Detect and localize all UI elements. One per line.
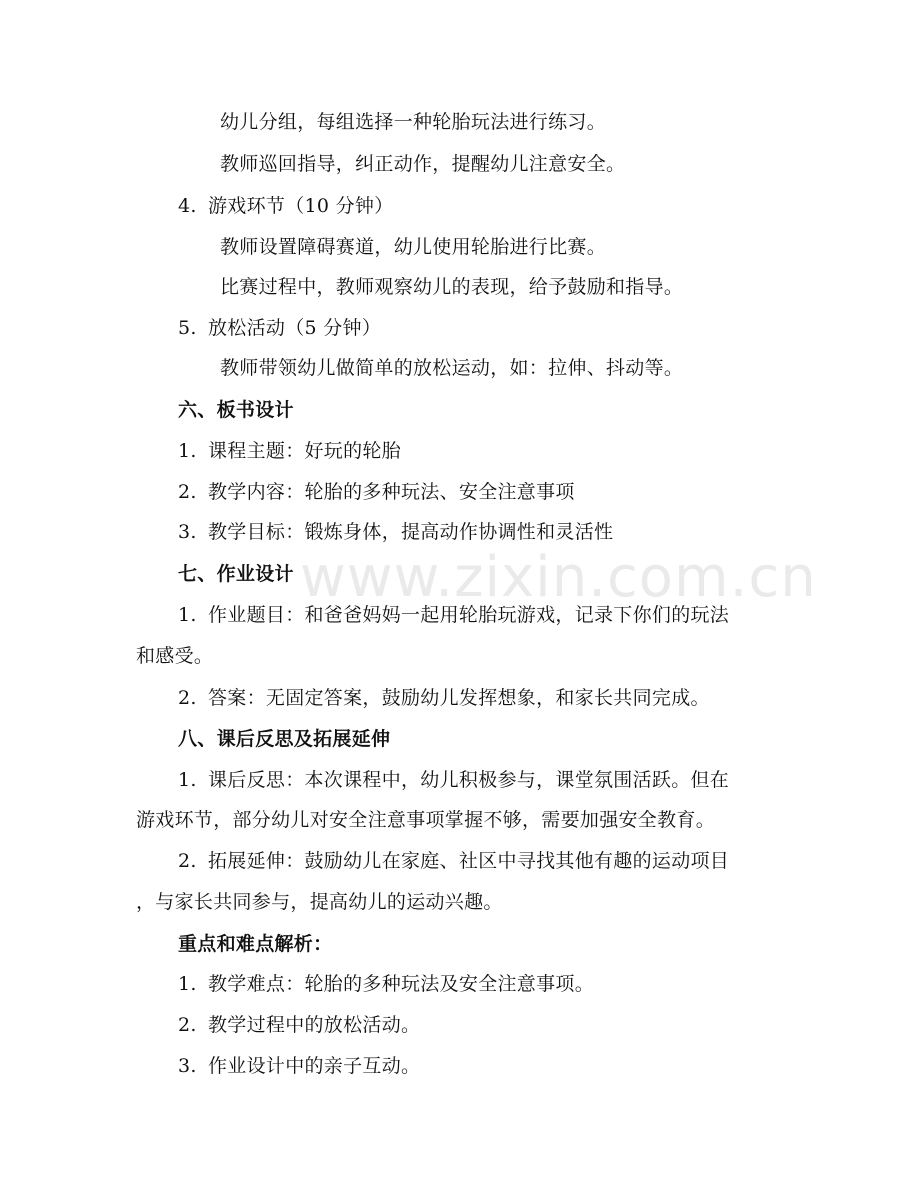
step-4-line-1: 教师设置障碍赛道，幼儿使用轮胎进行比赛。 bbox=[220, 236, 607, 258]
keypoint-item-1-number: 1. bbox=[178, 973, 197, 995]
section-heading-board: 六、板书设计 bbox=[178, 399, 294, 421]
keypoint-item-2-number: 2. bbox=[178, 1014, 197, 1036]
reflection-item-1-line-2: 游戏环节，部分幼儿对安全注意事项掌握不够，需要加强安全教育。 bbox=[136, 809, 716, 831]
reflection-item-1-number: 1. bbox=[178, 769, 197, 791]
step-5-line-1: 教师带领幼儿做简单的放松运动，如：拉伸、抖动等。 bbox=[220, 357, 684, 379]
reflection-item-1-line-1 bbox=[178, 768, 729, 792]
section-heading-reflection: 八、课后反思及拓展延伸 bbox=[178, 728, 391, 750]
reflection-item-2-text: 拓展延伸：鼓励幼儿在家庭、社区中寻找其他有趣的运动项目 bbox=[208, 850, 730, 872]
board-item-3 bbox=[178, 520, 613, 544]
step-5-number: 5. bbox=[178, 317, 197, 339]
keypoint-item-2-text: 教学过程中的放松活动。 bbox=[208, 1014, 421, 1036]
board-item-1-text: 课程主题：好玩的轮胎 bbox=[208, 440, 402, 462]
step-4-title bbox=[178, 194, 394, 218]
board-item-2-number: 2. bbox=[178, 481, 197, 503]
keypoint-item-3-text: 作业设计中的亲子互动。 bbox=[208, 1055, 421, 1077]
section-heading-keypoints: 重点和难点解析： bbox=[178, 933, 333, 955]
board-item-3-text: 教学目标：锻炼身体，提高动作协调性和灵活性 bbox=[208, 521, 614, 543]
board-item-1 bbox=[178, 439, 401, 463]
reflection-item-2-line-1 bbox=[178, 849, 729, 873]
keypoint-item-1-text: 教学难点：轮胎的多种玩法及安全注意事项。 bbox=[208, 973, 595, 995]
step-4-title-text: 游戏环节（10 分钟） bbox=[208, 195, 394, 217]
paragraph-teacher-guide: 教师巡回指导，纠正动作，提醒幼儿注意安全。 bbox=[220, 153, 626, 175]
watermark-text: www.zixin.com.cn bbox=[300, 545, 817, 610]
board-item-2 bbox=[178, 480, 575, 504]
homework-item-2-text: 答案：无固定答案，鼓励幼儿发挥想象，和家长共同完成。 bbox=[208, 687, 710, 709]
step-5-title-text: 放松活动（5 分钟） bbox=[208, 317, 382, 339]
homework-item-2-number: 2. bbox=[178, 687, 197, 709]
step-4-number: 4. bbox=[178, 195, 197, 217]
reflection-item-1-text: 课后反思：本次课程中，幼儿积极参与，课堂氛围活跃。但在 bbox=[208, 769, 730, 791]
board-item-3-number: 3. bbox=[178, 521, 197, 543]
homework-item-1-line-2: 和感受。 bbox=[136, 645, 214, 667]
keypoint-item-3-number: 3. bbox=[178, 1055, 197, 1077]
step-4-line-2: 比赛过程中，教师观察幼儿的表现，给予鼓励和指导。 bbox=[220, 276, 684, 298]
keypoint-item-1 bbox=[178, 972, 594, 996]
keypoint-item-2 bbox=[178, 1013, 420, 1037]
board-item-1-number: 1. bbox=[178, 440, 197, 462]
homework-item-2 bbox=[178, 686, 710, 710]
homework-item-1-number: 1. bbox=[178, 604, 197, 626]
homework-item-1-text: 作业题目：和爸爸妈妈一起用轮胎玩游戏，记录下你们的玩法 bbox=[208, 604, 730, 626]
reflection-item-2-number: 2. bbox=[178, 850, 197, 872]
homework-item-1-line-1 bbox=[178, 603, 729, 627]
board-item-2-text: 教学内容：轮胎的多种玩法、安全注意事项 bbox=[208, 481, 575, 503]
section-heading-homework: 七、作业设计 bbox=[178, 563, 294, 585]
reflection-item-2-line-2: ，与家长共同参与，提高幼儿的运动兴趣。 bbox=[136, 891, 503, 913]
step-5-title bbox=[178, 316, 381, 340]
paragraph-group-practice: 幼儿分组，每组选择一种轮胎玩法进行练习。 bbox=[220, 111, 607, 133]
keypoint-item-3 bbox=[178, 1054, 420, 1078]
